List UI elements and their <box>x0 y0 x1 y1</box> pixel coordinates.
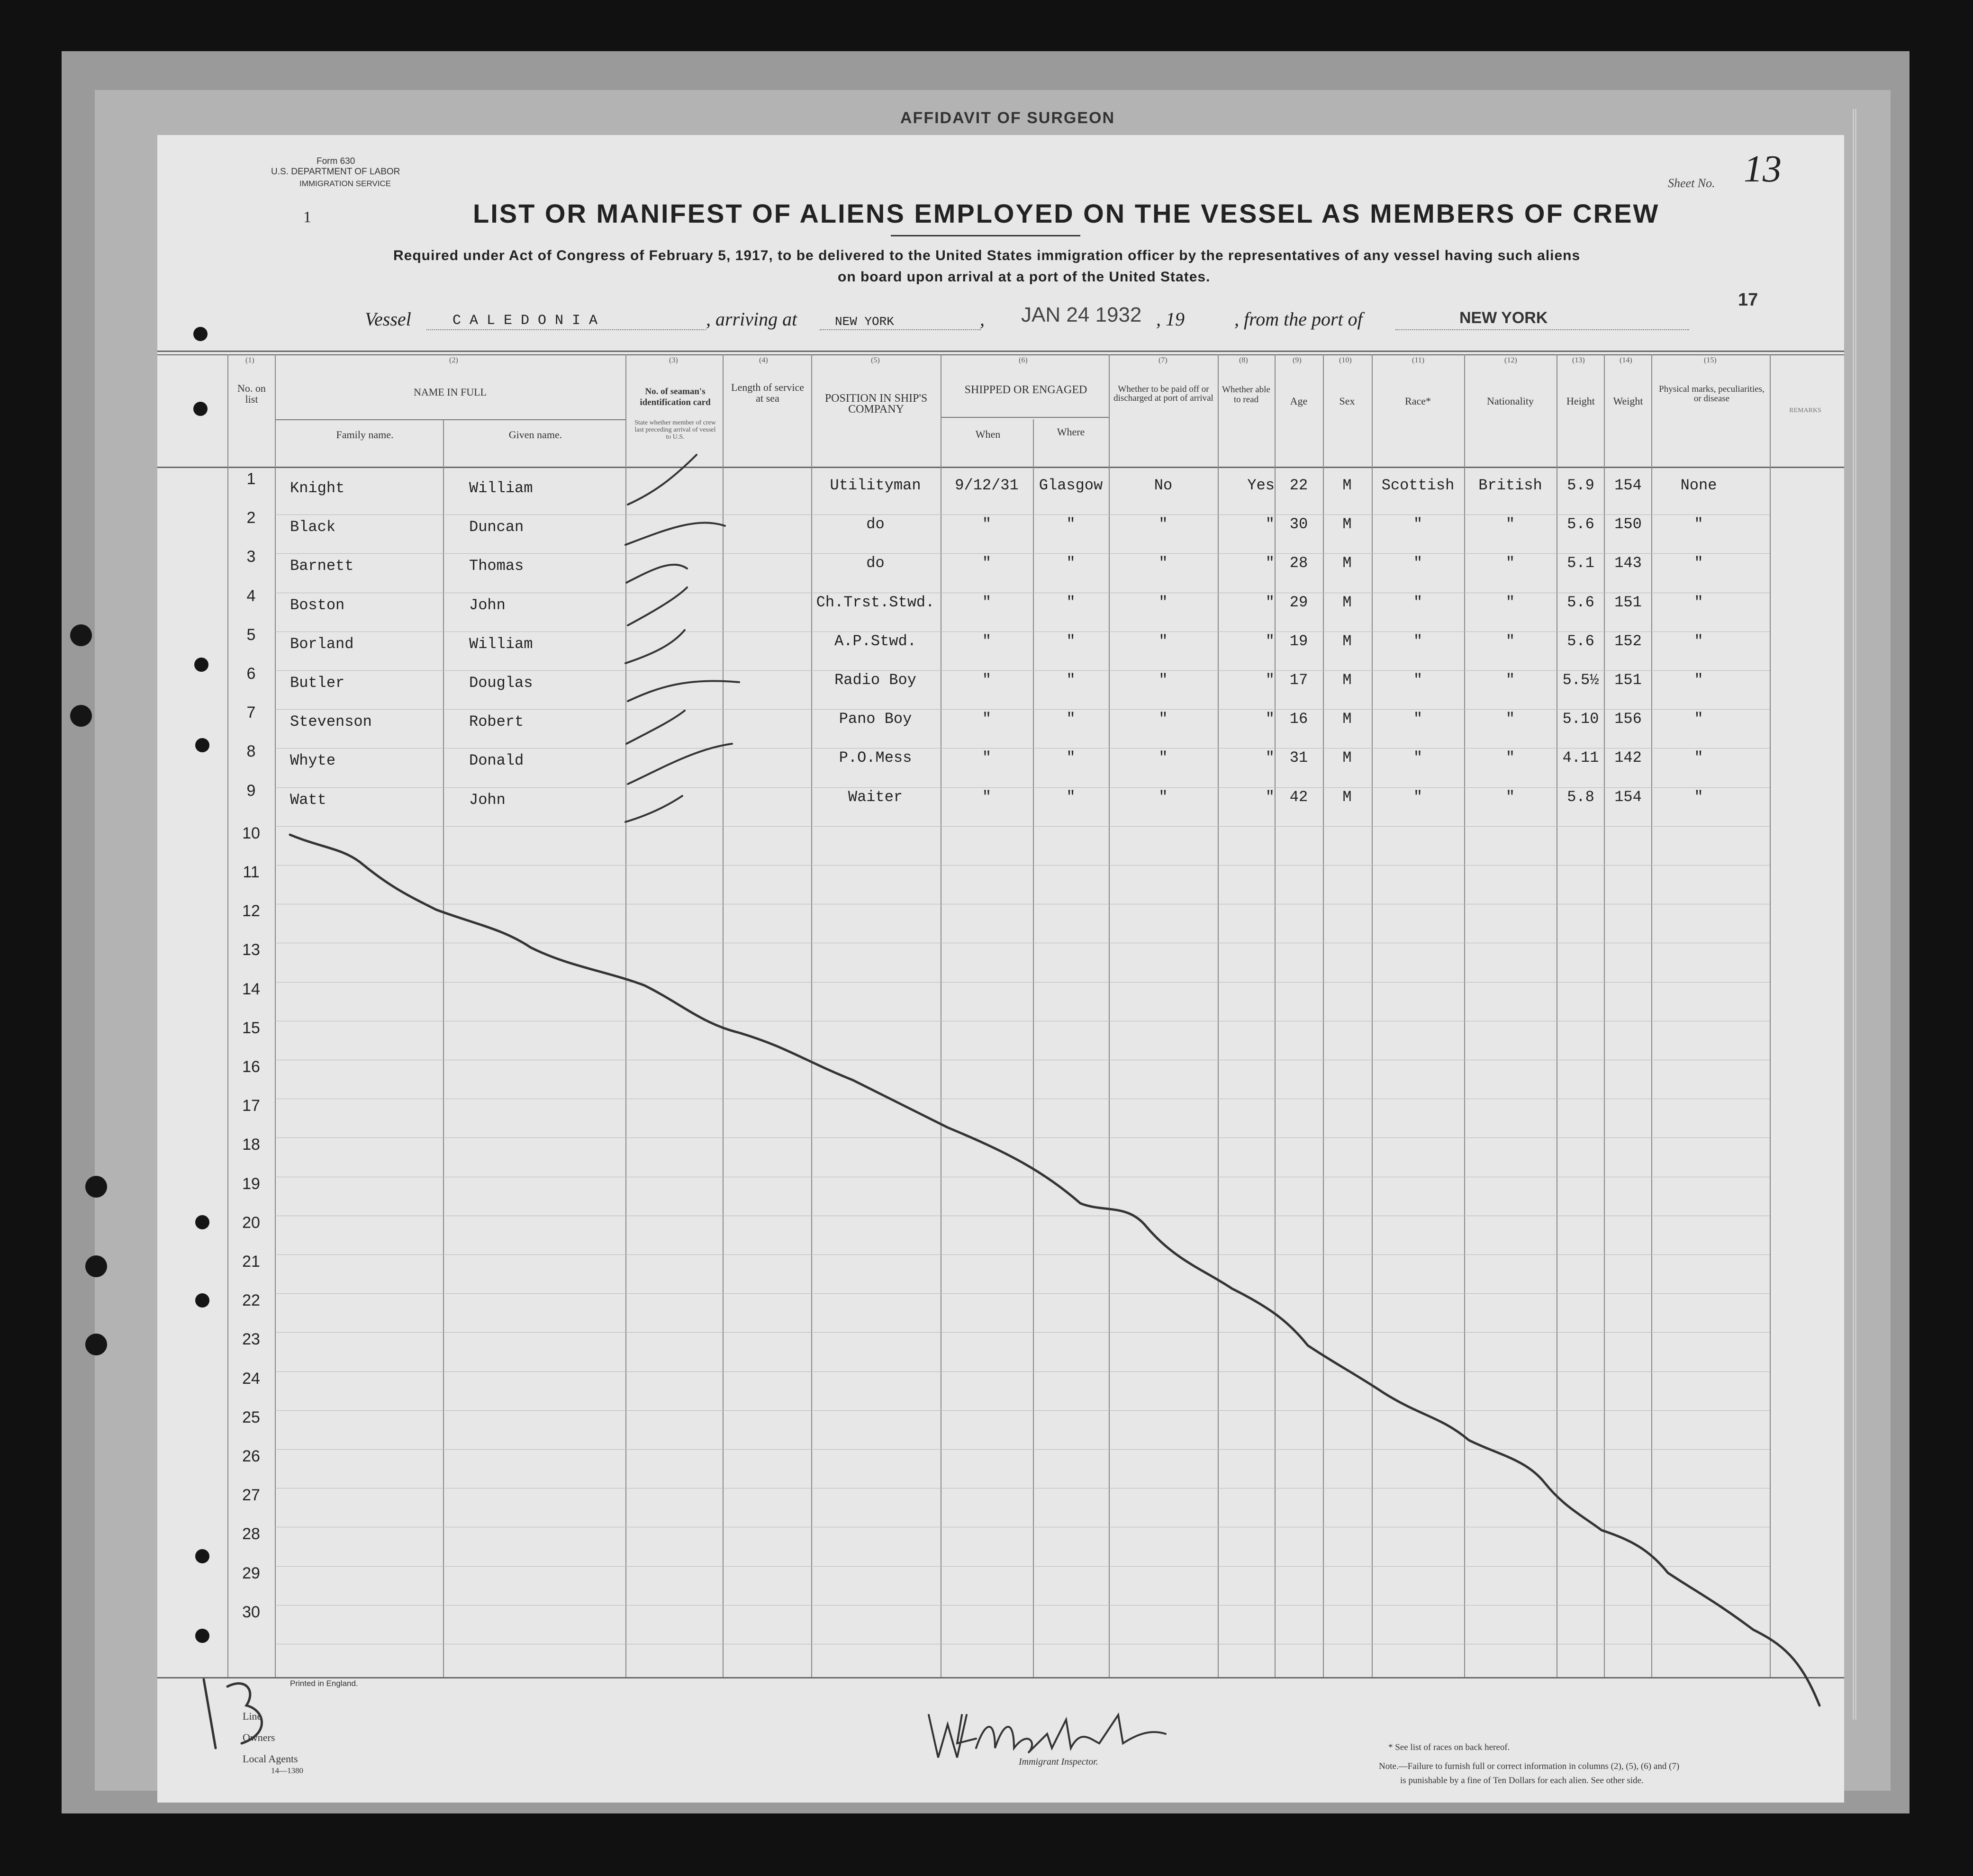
race-cell: " <box>1413 632 1423 650</box>
empty-row-number: 28 <box>242 1525 260 1543</box>
row-number: 7 <box>246 704 256 722</box>
col14-number: (14) <box>1620 356 1632 364</box>
shipped-when-cell: " <box>982 749 992 767</box>
family-name-cell: Boston <box>290 596 345 614</box>
physical-marks-cell: " <box>1694 710 1703 728</box>
race-note: * See list of races on back hereof. <box>1388 1742 1510 1752</box>
empty-row-number: 25 <box>242 1408 260 1426</box>
family-name-cell: Watt <box>290 791 326 809</box>
subtitle-line1: Required under Act of Congress of February 5, 1917, to be delivered to the United States immigration officer by the representatives of any vessel having such aliens <box>393 248 1581 263</box>
family-name-cell: Stevenson <box>290 713 372 731</box>
empty-row-number: 11 <box>243 863 260 881</box>
weight-cell: 142 <box>1614 749 1642 767</box>
given-name-cell: Thomas <box>469 557 524 575</box>
sheet-label: Sheet No. <box>1668 176 1715 190</box>
col6b-header: Where <box>1057 426 1085 438</box>
shipped-where-cell: " <box>1066 671 1076 689</box>
sex-cell: M <box>1342 710 1352 728</box>
empty-row-number: 26 <box>242 1447 260 1465</box>
col5-number: (5) <box>871 356 880 364</box>
note-line1: Note.—Failure to furnish full or correct information in columns (2), (5), (6) and (7) <box>1379 1761 1680 1771</box>
from-label: , from the port of <box>1234 308 1363 330</box>
sex-cell: M <box>1342 671 1352 689</box>
shipped-when-cell: " <box>982 671 992 689</box>
col2a-header: Family name. <box>336 429 394 441</box>
age-cell: 31 <box>1289 749 1308 767</box>
row-number: 9 <box>246 781 256 800</box>
position-cell: do <box>866 515 885 533</box>
weight-cell: 152 <box>1614 632 1642 650</box>
row-number: 5 <box>246 625 256 644</box>
given-name-cell: Douglas <box>469 674 533 692</box>
nationality-cell: " <box>1505 632 1515 650</box>
paid-off-cell: " <box>1158 671 1168 689</box>
col2-number: (2) <box>449 356 458 364</box>
shipped-where-cell: Glasgow <box>1039 477 1103 494</box>
able-to-read-cell: " <box>1265 632 1275 650</box>
nationality-cell: " <box>1505 788 1515 806</box>
row-number: 2 <box>246 509 256 527</box>
col14-header: Weight <box>1613 395 1643 407</box>
weight-cell: 154 <box>1614 788 1642 806</box>
sex-cell: M <box>1342 515 1352 533</box>
family-name-cell: Knight <box>290 479 345 497</box>
able-to-read-cell: " <box>1265 788 1275 806</box>
empty-row-number: 16 <box>242 1058 260 1076</box>
shipped-when-cell: " <box>982 710 992 728</box>
shipped-where-cell: " <box>1066 554 1076 572</box>
remarks-header: REMARKS <box>1789 407 1821 414</box>
affidavit-header: AFFIDAVIT OF SURGEON <box>900 109 1115 127</box>
empty-row-number: 23 <box>242 1330 260 1349</box>
line-label: Line <box>243 1710 262 1722</box>
empty-row-number: 24 <box>242 1369 260 1388</box>
vessel-label: Vessel <box>365 308 411 330</box>
height-cell: 5.6 <box>1567 515 1594 533</box>
col4-header: Length of service at sea <box>731 381 804 404</box>
shipped-where-cell: " <box>1066 593 1076 611</box>
family-name-cell: Whyte <box>290 752 336 770</box>
empty-row-number: 19 <box>242 1174 260 1193</box>
physical-marks-cell: " <box>1694 749 1703 767</box>
col11-header: Race* <box>1405 395 1431 407</box>
printed-in-label: Printed in England. <box>290 1679 358 1688</box>
physical-marks-cell: " <box>1694 632 1703 650</box>
height-cell: 5.5½ <box>1562 671 1599 689</box>
empty-row-number: 10 <box>242 824 260 842</box>
col2b-header: Given name. <box>508 429 562 441</box>
shipped-when-cell: " <box>982 593 992 611</box>
nationality-cell: British <box>1478 477 1542 494</box>
subtitle-line2: on board upon arrival at a port of the United States. <box>838 269 1211 285</box>
height-cell: 5.10 <box>1562 710 1599 728</box>
height-cell: 5.6 <box>1567 632 1594 650</box>
col7-number: (7) <box>1158 356 1168 364</box>
empty-row-number: 12 <box>242 902 260 920</box>
shipped-where-cell: " <box>1066 632 1076 650</box>
handwritten-year: 17 <box>1738 290 1758 310</box>
given-name-cell: William <box>469 635 533 653</box>
empty-row-number: 20 <box>242 1213 260 1232</box>
position-cell: Utilityman <box>830 477 921 494</box>
col2-header: NAME IN FULL <box>414 386 487 398</box>
height-cell: 5.8 <box>1567 788 1594 806</box>
agents-label: Local Agents <box>243 1753 298 1765</box>
given-name-cell: Duncan <box>469 518 524 536</box>
col7-header: Whether to be paid off or discharged at port of arrival <box>1113 384 1213 403</box>
race-cell: " <box>1413 554 1423 572</box>
weight-cell: 151 <box>1614 593 1642 611</box>
nationality-cell: " <box>1505 710 1515 728</box>
family-name-cell: Butler <box>290 674 345 692</box>
shipped-where-cell: " <box>1066 515 1076 533</box>
position-cell: A.P.Stwd. <box>834 632 916 650</box>
col4-number: (4) <box>759 356 768 364</box>
race-cell: " <box>1413 749 1423 767</box>
age-cell: 28 <box>1289 554 1308 572</box>
nationality-cell: " <box>1505 515 1515 533</box>
col13-number: (13) <box>1572 356 1585 364</box>
col3-note: State whether member of crew last preceding arrival of vessel to U.S. <box>634 419 716 441</box>
shipped-where-cell: " <box>1066 788 1076 806</box>
race-cell: " <box>1413 710 1423 728</box>
empty-row-number: 14 <box>242 980 260 998</box>
row-number: 1 <box>246 470 256 488</box>
weight-cell: 150 <box>1614 515 1642 533</box>
position-cell: Radio Boy <box>834 671 916 689</box>
department-label: U.S. DEPARTMENT OF LABOR <box>271 167 400 177</box>
shipped-when-cell: " <box>982 788 992 806</box>
col8-number: (8) <box>1239 356 1248 364</box>
paid-off-cell: " <box>1158 632 1168 650</box>
sex-cell: M <box>1342 788 1352 806</box>
col9-header: Age <box>1290 395 1308 407</box>
age-cell: 17 <box>1289 671 1308 689</box>
col8-header: Whether able to read <box>1222 385 1270 405</box>
col10-number: (10) <box>1339 356 1352 364</box>
age-cell: 22 <box>1289 477 1308 494</box>
paid-off-cell: " <box>1158 554 1168 572</box>
nationality-cell: " <box>1505 671 1515 689</box>
physical-marks-cell: " <box>1694 515 1703 533</box>
arriving-label: , arriving at <box>706 308 797 330</box>
physical-marks-cell: None <box>1680 477 1717 494</box>
year-label: , 19 <box>1156 308 1185 330</box>
able-to-read-cell: " <box>1265 710 1275 728</box>
empty-row-number: 29 <box>242 1564 260 1582</box>
family-name-cell: Borland <box>290 635 354 653</box>
weight-cell: 154 <box>1614 477 1642 494</box>
paid-off-cell: No <box>1154 477 1173 494</box>
sex-cell: M <box>1342 632 1352 650</box>
paid-off-cell: " <box>1158 515 1168 533</box>
owners-label: Owners <box>243 1732 275 1743</box>
family-name-cell: Barnett <box>290 557 354 575</box>
inspector-label: Immigrant Inspector. <box>1019 1757 1098 1767</box>
age-cell: 16 <box>1289 710 1308 728</box>
race-cell: Scottish <box>1381 477 1455 494</box>
race-cell: " <box>1413 788 1423 806</box>
position-cell: Waiter <box>848 788 903 806</box>
date-stamp: JAN 24 1932 <box>1021 303 1142 326</box>
paid-off-cell: " <box>1158 593 1168 611</box>
stray-mark: 1 <box>303 208 311 226</box>
weight-cell: 143 <box>1614 554 1642 572</box>
empty-row-number: 21 <box>242 1253 260 1271</box>
able-to-read-cell: " <box>1265 515 1275 533</box>
race-cell: " <box>1413 593 1423 611</box>
able-to-read-cell: " <box>1265 671 1275 689</box>
col3-header: No. of seaman's identification card <box>640 387 711 407</box>
empty-row-number: 30 <box>242 1603 260 1621</box>
physical-marks-cell: " <box>1694 788 1703 806</box>
physical-marks-cell: " <box>1694 593 1703 611</box>
physical-marks-cell: " <box>1694 554 1703 572</box>
position-cell: Ch.Trst.Stwd. <box>816 593 935 611</box>
sex-cell: M <box>1342 554 1352 572</box>
age-cell: 29 <box>1289 593 1308 611</box>
col12-header: Nationality <box>1487 395 1534 407</box>
col11-number: (11) <box>1412 356 1425 364</box>
physical-marks-cell: " <box>1694 671 1703 689</box>
able-to-read-cell: " <box>1265 554 1275 572</box>
note-line2: is punishable by a fine of Ten Dollars for each alien. See other side. <box>1400 1776 1644 1786</box>
shipped-where-cell: " <box>1066 710 1076 728</box>
paid-off-cell: " <box>1158 710 1168 728</box>
row-number: 6 <box>246 665 256 683</box>
empty-row-number: 27 <box>242 1486 260 1505</box>
col6a-header: When <box>975 428 1001 440</box>
page-title: LIST OR MANIFEST OF ALIENS EMPLOYED ON THE VESSEL AS MEMBERS OF CREW <box>473 198 1660 228</box>
service-label: IMMIGRATION SERVICE <box>299 179 391 188</box>
given-name-cell: Robert <box>469 713 524 731</box>
col12-number: (12) <box>1504 356 1517 364</box>
height-cell: 5.1 <box>1567 554 1594 572</box>
height-cell: 4.11 <box>1562 749 1599 767</box>
given-name-cell: John <box>469 791 506 809</box>
race-cell: " <box>1413 671 1423 689</box>
shipped-when-cell: " <box>982 554 992 572</box>
given-name-cell: William <box>469 479 533 497</box>
nationality-cell: " <box>1505 749 1515 767</box>
family-name-cell: Black <box>290 518 336 536</box>
sheet-number: 13 <box>1744 148 1782 190</box>
nationality-cell: " <box>1505 554 1515 572</box>
given-name-cell: Donald <box>469 752 524 770</box>
col6-header: SHIPPED OR ENGAGED <box>964 384 1087 396</box>
col15-number: (15) <box>1704 356 1717 364</box>
position-cell: Pano Boy <box>839 710 912 728</box>
sex-cell: M <box>1342 477 1352 494</box>
shipped-when-cell: 9/12/31 <box>955 477 1019 494</box>
paid-off-cell: " <box>1158 788 1168 806</box>
able-to-read-cell: " <box>1265 749 1275 767</box>
weight-cell: 156 <box>1614 710 1642 728</box>
empty-row-number: 22 <box>242 1291 260 1310</box>
weight-cell: 151 <box>1614 671 1642 689</box>
sex-cell: M <box>1342 593 1352 611</box>
empty-row-number: 13 <box>242 941 260 959</box>
shipped-when-cell: " <box>982 632 992 650</box>
age-cell: 19 <box>1289 632 1308 650</box>
age-cell: 42 <box>1289 788 1308 806</box>
able-to-read-cell: Yes <box>1247 477 1275 494</box>
col13-header: Height <box>1566 395 1595 407</box>
col3-number: (3) <box>669 356 678 364</box>
col10-header: Sex <box>1339 395 1355 407</box>
row-number: 4 <box>246 586 256 605</box>
age-cell: 30 <box>1289 515 1308 533</box>
height-cell: 5.9 <box>1567 477 1594 494</box>
paid-off-cell: " <box>1158 749 1168 767</box>
shipped-when-cell: " <box>982 515 992 533</box>
col5-header: POSITION IN SHIP'S COMPANY <box>824 392 928 415</box>
height-cell: 5.6 <box>1567 593 1594 611</box>
arriving-port: NEW YORK <box>835 315 894 329</box>
col6-number: (6) <box>1019 356 1028 364</box>
col9-number: (9) <box>1293 356 1302 364</box>
col1-header: No. on list <box>237 382 266 405</box>
able-to-read-cell: " <box>1265 593 1275 611</box>
nationality-cell: " <box>1505 593 1515 611</box>
empty-row-number: 17 <box>242 1097 260 1115</box>
agents-number: 14—1380 <box>271 1766 303 1775</box>
empty-row-number: 18 <box>242 1136 260 1154</box>
shipped-where-cell: " <box>1066 749 1076 767</box>
vessel-name: CALEDONIA <box>453 313 606 329</box>
form-number: Form 630 <box>317 156 355 166</box>
empty-row-number: 15 <box>242 1019 260 1037</box>
position-cell: do <box>866 554 885 572</box>
position-cell: P.O.Mess <box>839 749 912 767</box>
col15-header: Physical marks, peculiarities, or disease <box>1659 384 1765 404</box>
given-name-cell: John <box>469 596 506 614</box>
from-port: NEW YORK <box>1459 309 1548 327</box>
col1-number: (1) <box>245 356 254 364</box>
row-number: 3 <box>246 548 256 566</box>
comma-mark: , <box>980 308 985 330</box>
race-cell: " <box>1413 515 1423 533</box>
sex-cell: M <box>1342 749 1352 767</box>
row-number: 8 <box>246 742 256 761</box>
